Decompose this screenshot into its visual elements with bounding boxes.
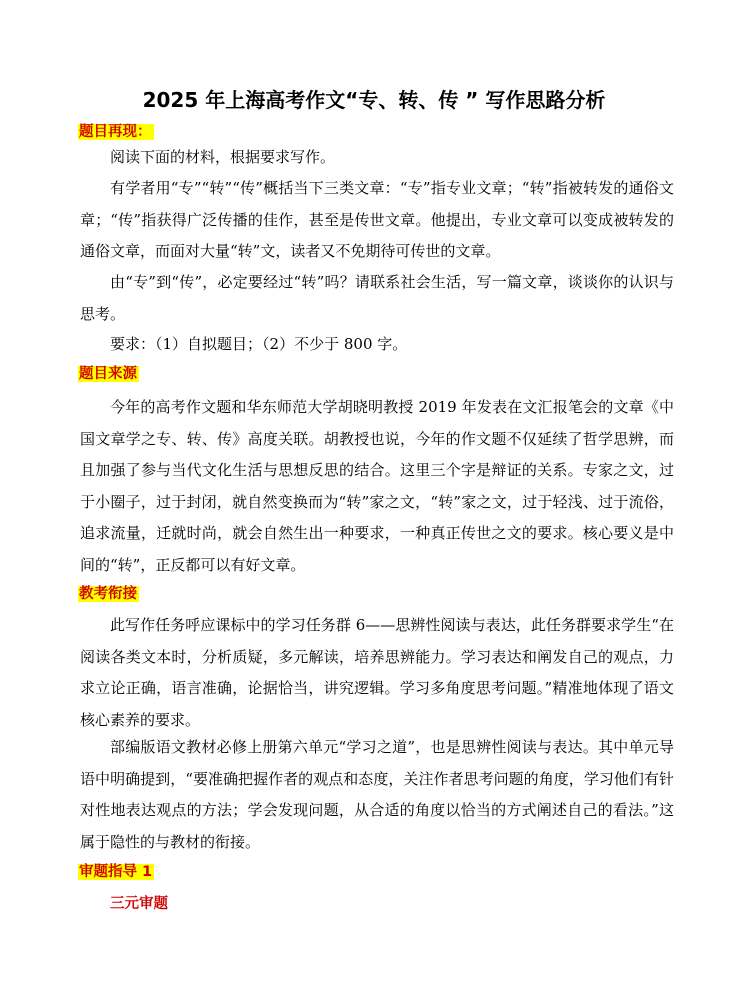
section-heading-source-text: 题目来源 <box>79 366 137 382</box>
section-heading-guidance <box>78 860 154 884</box>
section-heading-curriculum-text: 教考衔接 <box>79 586 137 602</box>
section-heading-source <box>78 362 139 386</box>
paragraph: 今年的高考作文题和华东师范大学胡晓明教授 2019 年发表在文汇报笔会的文章《中国文章学之专、转、传》高度关联。胡教授也说，今年的作文题不仅延续了哲学思辨，而且加强了参与当代文化生活与思想反思的结合。这里三个字是辩证的关系。专家之文，过于小圈子，过于封闭，就自然变换而为“转”家之文，“转”家之文，过于轻浅、过于流俗，追求流量，迁就时尚，就会自然生出一种要求，一种真正传世之文的要求。核心要义是中间的“转”，正反都可以有好文章。 <box>80 398 674 574</box>
paragraph: 由“专”到“传”，必定要经过“转”吗？请联系社会生活，写一篇文章，谈谈你的认识与思考。 <box>80 273 674 323</box>
paragraph: 阅读下面的材料，根据要求写作。 <box>110 148 336 166</box>
section-heading-guidance-text: 审题指导 1 <box>79 864 153 880</box>
subheading: 三元审题 <box>110 896 168 912</box>
paragraph: 此写作任务呼应课标中的学习任务群 6——思辨性阅读与表达，此任务群要求学生“在阅读各类文本时，分析质疑，多元解读，培养思辨能力。学习表达和阐发自己的观点，力求立论正确，语言准确，论据恰当，讲究逻辑。学习多角度思考问题。”精准地体现了语文核心素养的要求。 <box>80 616 674 729</box>
section-heading-prompt <box>78 120 154 144</box>
section-heading-prompt-text: 题目再现： <box>79 124 152 140</box>
paragraph: 要求：（1）自拟题目；（2）不少于 800 字。 <box>110 335 408 353</box>
paragraph: 有学者用“专”“转”“传”概括当下三类文章：“专”指专业文章；“转”指被转发的通俗文章；“传”指获得广泛传播的佳作，甚至是传世文章。他提出，专业文章可以变成被转发的通俗文章，而面对大量“转”文，读者又不免期待可传世的文章。 <box>80 179 674 260</box>
document-title: 2025 年上海高考作文“专、转、传 ” 写作思路分析 <box>142 88 606 112</box>
section-heading-curriculum <box>78 582 139 606</box>
paragraph: 部编版语文教材必修上册第六单元“学习之道”，也是思辨性阅读与表达。其中单元导语中明确提到，“要准确把握作者的观点和态度，关注作者思考问题的角度，学习他们有针对性地表达观点的方法；学会发现问题，从合适的角度以恰当的方式阐述自己的看法。”这属于隐性的与教材的衔接。 <box>80 738 674 851</box>
